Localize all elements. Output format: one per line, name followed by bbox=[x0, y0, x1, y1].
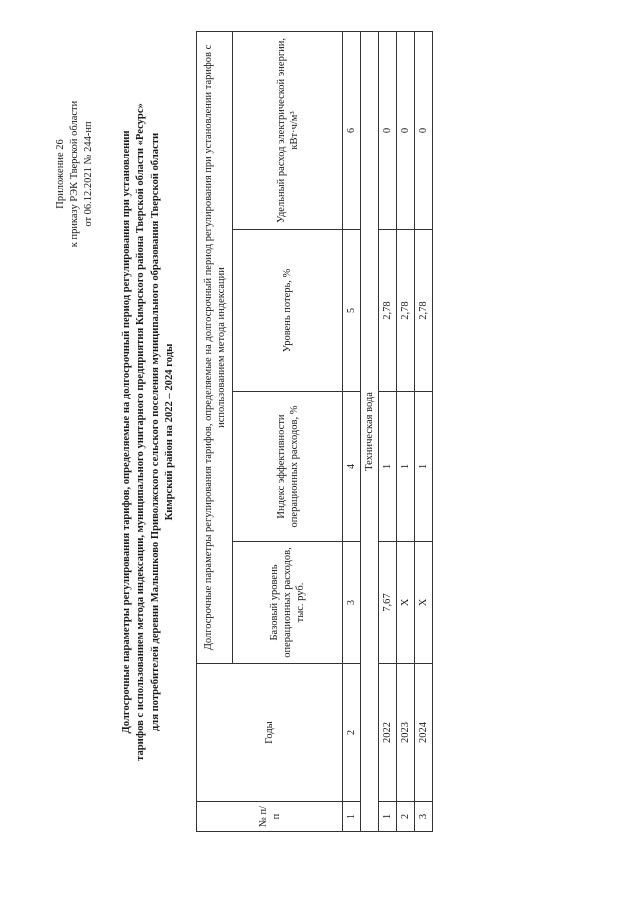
header-base-opex: Базовый уровень операционных расходов, тыс. руб. bbox=[233, 542, 343, 664]
cell-year: 2024 bbox=[415, 664, 433, 802]
column-number: 6 bbox=[343, 31, 361, 229]
header-year: Годы bbox=[197, 664, 343, 802]
cell-energy: 0 bbox=[415, 31, 433, 229]
table-row bbox=[397, 31, 415, 831]
cell-loss: 2,78 bbox=[415, 230, 433, 392]
header-loss-level: Уровень потерь, % bbox=[233, 230, 343, 392]
cell-year: 2022 bbox=[379, 664, 397, 802]
appendix-line-3: от 06.12.2021 № 244-нп bbox=[83, 121, 94, 227]
cell-index: 1 bbox=[397, 392, 415, 542]
appendix-line-2: к приказу РЭК Тверской области bbox=[69, 100, 80, 248]
cell-index: 1 bbox=[379, 392, 397, 542]
header-efficiency-index: Индекс эффективности операционных расходов, % bbox=[233, 392, 343, 542]
column-number: 2 bbox=[343, 664, 361, 802]
cell-energy: 0 bbox=[379, 31, 397, 229]
cell-no: 2 bbox=[397, 802, 415, 832]
column-number: 5 bbox=[343, 230, 361, 392]
title-line-4: Кимрский район на 2022 – 2024 годы bbox=[164, 343, 176, 521]
header-energy-consumption: Удельный расход электрической энергии, кВт·ч/м³ bbox=[233, 31, 343, 229]
title-line-1: Долгосрочные параметры регулирования тарифов, определяемые на долгосрочный период регулирования при установлении bbox=[121, 130, 132, 734]
header-group: Долгосрочные параметры регулирования тарифов, определяемые на долгосрочный период регулирования при установлении тарифов с использованием метода индексации bbox=[197, 31, 233, 663]
column-number: 1 bbox=[343, 802, 361, 832]
rotated-page bbox=[0, 32, 640, 872]
column-number: 4 bbox=[343, 392, 361, 542]
section-row: Техническая вода bbox=[361, 31, 379, 831]
parameters-table bbox=[196, 31, 433, 832]
appendix-line-1: Приложение 26 bbox=[55, 139, 66, 209]
column-number: 3 bbox=[343, 542, 361, 664]
cell-index: 1 bbox=[415, 392, 433, 542]
cell-loss: 2,78 bbox=[379, 230, 397, 392]
table-row bbox=[379, 31, 397, 831]
cell-base: Х bbox=[415, 542, 433, 664]
cell-no: 1 bbox=[379, 802, 397, 832]
document-title bbox=[120, 32, 178, 832]
cell-no: 3 bbox=[415, 802, 433, 832]
cell-energy: 0 bbox=[397, 31, 415, 229]
title-line-2: тарифов с использованием метода индексации, муниципального унитарного предприятия Кимрского района Тверской области «Ресурс» bbox=[135, 103, 147, 761]
cell-base: 7,67 bbox=[379, 542, 397, 664]
appendix-block bbox=[54, 54, 96, 294]
cell-base: Х bbox=[397, 542, 415, 664]
cell-year: 2023 bbox=[397, 664, 415, 802]
header-no: № п/п bbox=[197, 802, 343, 832]
table-row bbox=[415, 31, 433, 831]
title-line-3: для потребителей деревни Малышково Приволжского сельского поселения муниципального образования Тверской области bbox=[149, 132, 161, 732]
cell-loss: 2,78 bbox=[397, 230, 415, 392]
